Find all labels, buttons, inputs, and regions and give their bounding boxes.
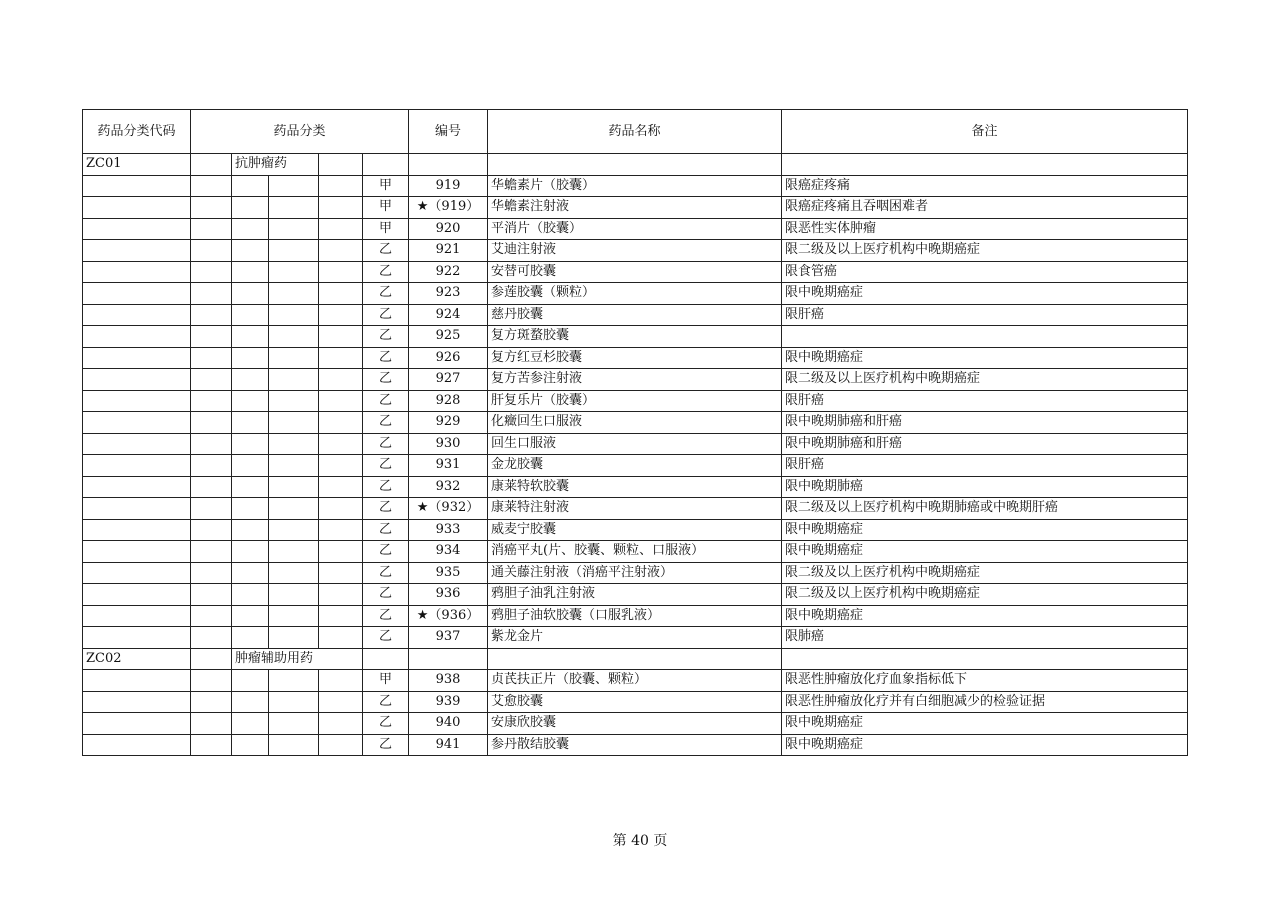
level-cell bbox=[269, 326, 319, 348]
grade-cell: 乙 bbox=[363, 541, 409, 563]
note-cell: 限二级及以上医疗机构中晚期癌症 bbox=[782, 240, 1188, 262]
drug-name-cell: 通关藤注射液（消癌平注射液） bbox=[488, 562, 782, 584]
category-row bbox=[83, 154, 1188, 176]
drug-name-cell: 复方苦参注射液 bbox=[488, 369, 782, 391]
note-cell: 限中晚期癌症 bbox=[782, 519, 1188, 541]
table-body bbox=[83, 154, 1188, 756]
drug-name-cell: 威麦宁胶囊 bbox=[488, 519, 782, 541]
number-cell: 941 bbox=[409, 734, 488, 756]
drug-name-cell: 康莱特注射液 bbox=[488, 498, 782, 520]
level-cell bbox=[269, 240, 319, 262]
level-cell bbox=[319, 713, 363, 735]
level-cell bbox=[232, 691, 269, 713]
note-cell: 限中晚期肺癌和肝癌 bbox=[782, 433, 1188, 455]
drug-name-cell: 艾迪注射液 bbox=[488, 240, 782, 262]
code-cell bbox=[83, 261, 191, 283]
level-cell bbox=[269, 455, 319, 477]
level-cell bbox=[232, 734, 269, 756]
grade-cell: 甲 bbox=[363, 197, 409, 219]
level-cell bbox=[232, 476, 269, 498]
drug-name-cell: 华蟾素注射液 bbox=[488, 197, 782, 219]
grade-cell: 乙 bbox=[363, 476, 409, 498]
drug-name-cell: 复方红豆杉胶囊 bbox=[488, 347, 782, 369]
grade-cell: 乙 bbox=[363, 691, 409, 713]
category-row bbox=[83, 648, 1188, 670]
note-cell: 限肝癌 bbox=[782, 304, 1188, 326]
table-row bbox=[83, 197, 1188, 219]
code-cell bbox=[83, 519, 191, 541]
category-label: 抗肿瘤药 bbox=[232, 154, 319, 176]
note-cell bbox=[782, 326, 1188, 348]
grade-cell: 甲 bbox=[363, 175, 409, 197]
table-row bbox=[83, 283, 1188, 305]
level-cell bbox=[269, 605, 319, 627]
table-row bbox=[83, 304, 1188, 326]
drug-name-cell: 平消片（胶囊） bbox=[488, 218, 782, 240]
level-cell bbox=[191, 605, 232, 627]
level-cell bbox=[191, 691, 232, 713]
note-cell: 限肺癌 bbox=[782, 627, 1188, 649]
level-cell bbox=[319, 670, 363, 692]
level-cell bbox=[191, 412, 232, 434]
level-cell bbox=[269, 691, 319, 713]
number-cell bbox=[409, 154, 488, 176]
grade-cell: 乙 bbox=[363, 412, 409, 434]
header-number: 编号 bbox=[409, 110, 488, 154]
level-cell bbox=[232, 433, 269, 455]
level-cell bbox=[319, 541, 363, 563]
table-row bbox=[83, 433, 1188, 455]
code-cell bbox=[83, 283, 191, 305]
code-cell bbox=[83, 691, 191, 713]
number-cell: 934 bbox=[409, 541, 488, 563]
note-cell: 限中晚期癌症 bbox=[782, 605, 1188, 627]
level-cell bbox=[232, 412, 269, 434]
level-cell bbox=[319, 562, 363, 584]
grade-cell: 乙 bbox=[363, 240, 409, 262]
code-cell bbox=[83, 562, 191, 584]
level-cell bbox=[191, 584, 232, 606]
number-cell: 921 bbox=[409, 240, 488, 262]
table-row bbox=[83, 562, 1188, 584]
table-row bbox=[83, 713, 1188, 735]
code-cell bbox=[83, 584, 191, 606]
note-cell bbox=[782, 648, 1188, 670]
grade-cell: 乙 bbox=[363, 326, 409, 348]
level-cell bbox=[191, 326, 232, 348]
level-cell bbox=[232, 519, 269, 541]
number-cell: 929 bbox=[409, 412, 488, 434]
category-spacer bbox=[319, 154, 363, 176]
drug-name-cell: 肝复乐片（胶囊） bbox=[488, 390, 782, 412]
code-cell bbox=[83, 455, 191, 477]
number-cell: 923 bbox=[409, 283, 488, 305]
table-row bbox=[83, 627, 1188, 649]
level-cell bbox=[232, 175, 269, 197]
table-row bbox=[83, 584, 1188, 606]
drug-name-cell: 鸦胆子油乳注射液 bbox=[488, 584, 782, 606]
number-cell: 920 bbox=[409, 218, 488, 240]
level-cell bbox=[232, 390, 269, 412]
category-code: ZC02 bbox=[83, 648, 191, 670]
page-number: 第 40 页 bbox=[612, 833, 668, 849]
table-row bbox=[83, 390, 1188, 412]
level-cell bbox=[232, 261, 269, 283]
header-name: 药品名称 bbox=[488, 110, 782, 154]
level-cell bbox=[232, 541, 269, 563]
code-cell bbox=[83, 304, 191, 326]
grade-cell: 乙 bbox=[363, 605, 409, 627]
level-cell bbox=[191, 390, 232, 412]
table-row bbox=[83, 605, 1188, 627]
drug-name-cell: 贞芪扶正片（胶囊、颗粒） bbox=[488, 670, 782, 692]
drug-name-cell: 康莱特软胶囊 bbox=[488, 476, 782, 498]
level-cell bbox=[232, 584, 269, 606]
code-cell bbox=[83, 175, 191, 197]
header-category: 药品分类 bbox=[191, 110, 409, 154]
note-cell: 限中晚期癌症 bbox=[782, 713, 1188, 735]
grade-cell: 乙 bbox=[363, 304, 409, 326]
code-cell bbox=[83, 433, 191, 455]
level-cell bbox=[319, 261, 363, 283]
note-cell: 限食管癌 bbox=[782, 261, 1188, 283]
level-cell bbox=[269, 197, 319, 219]
grade-cell: 乙 bbox=[363, 627, 409, 649]
code-cell bbox=[83, 369, 191, 391]
level-cell bbox=[191, 261, 232, 283]
table-row bbox=[83, 326, 1188, 348]
table-row bbox=[83, 498, 1188, 520]
number-cell: 940 bbox=[409, 713, 488, 735]
level-cell bbox=[319, 627, 363, 649]
table-row bbox=[83, 455, 1188, 477]
level-cell bbox=[232, 304, 269, 326]
level-cell bbox=[191, 369, 232, 391]
note-cell: 限中晚期癌症 bbox=[782, 734, 1188, 756]
number-cell: 924 bbox=[409, 304, 488, 326]
level-cell bbox=[269, 304, 319, 326]
level-cell bbox=[269, 670, 319, 692]
table-row bbox=[83, 691, 1188, 713]
number-cell: 939 bbox=[409, 691, 488, 713]
level-cell bbox=[191, 433, 232, 455]
level-cell bbox=[319, 369, 363, 391]
category-spacer bbox=[191, 648, 232, 670]
level-cell bbox=[191, 627, 232, 649]
number-cell: 925 bbox=[409, 326, 488, 348]
drug-name-cell: 金龙胶囊 bbox=[488, 455, 782, 477]
level-cell bbox=[269, 541, 319, 563]
drug-name-cell: 鸦胆子油软胶囊（口服乳液） bbox=[488, 605, 782, 627]
code-cell bbox=[83, 390, 191, 412]
note-cell: 限二级及以上医疗机构中晚期癌症 bbox=[782, 562, 1188, 584]
note-cell: 限中晚期癌症 bbox=[782, 347, 1188, 369]
note-cell: 限二级及以上医疗机构中晚期肺癌或中晚期肝癌 bbox=[782, 498, 1188, 520]
level-cell bbox=[191, 455, 232, 477]
table-header-row bbox=[83, 110, 1188, 154]
level-cell bbox=[191, 476, 232, 498]
level-cell bbox=[191, 304, 232, 326]
drug-name-cell: 消癌平丸(片、胶囊、颗粒、口服液） bbox=[488, 541, 782, 563]
header-code: 药品分类代码 bbox=[83, 110, 191, 154]
drug-name-cell: 慈丹胶囊 bbox=[488, 304, 782, 326]
category-spacer bbox=[363, 648, 409, 670]
grade-cell: 乙 bbox=[363, 369, 409, 391]
level-cell bbox=[319, 584, 363, 606]
level-cell bbox=[319, 175, 363, 197]
level-cell bbox=[269, 433, 319, 455]
level-cell bbox=[319, 691, 363, 713]
grade-cell: 甲 bbox=[363, 218, 409, 240]
drug-name-cell: 华蟾素片（胶囊） bbox=[488, 175, 782, 197]
level-cell bbox=[319, 519, 363, 541]
drug-name-cell: 艾愈胶囊 bbox=[488, 691, 782, 713]
drug-name-cell: 紫龙金片 bbox=[488, 627, 782, 649]
level-cell bbox=[269, 734, 319, 756]
table-row bbox=[83, 734, 1188, 756]
level-cell bbox=[269, 261, 319, 283]
level-cell bbox=[232, 627, 269, 649]
level-cell bbox=[319, 347, 363, 369]
number-cell: 933 bbox=[409, 519, 488, 541]
level-cell bbox=[319, 455, 363, 477]
level-cell bbox=[269, 218, 319, 240]
grade-cell: 乙 bbox=[363, 562, 409, 584]
level-cell bbox=[191, 670, 232, 692]
grade-cell: 乙 bbox=[363, 519, 409, 541]
note-cell: 限恶性肿瘤放化疗血象指标低下 bbox=[782, 670, 1188, 692]
table-row bbox=[83, 347, 1188, 369]
level-cell bbox=[319, 476, 363, 498]
note-cell: 限中晚期癌症 bbox=[782, 541, 1188, 563]
code-cell bbox=[83, 197, 191, 219]
level-cell bbox=[319, 326, 363, 348]
code-cell bbox=[83, 605, 191, 627]
code-cell bbox=[83, 734, 191, 756]
drug-name-cell: 参丹散结胶囊 bbox=[488, 734, 782, 756]
level-cell bbox=[319, 498, 363, 520]
level-cell bbox=[191, 197, 232, 219]
table-row bbox=[83, 519, 1188, 541]
table-row bbox=[83, 541, 1188, 563]
note-cell: 限二级及以上医疗机构中晚期癌症 bbox=[782, 584, 1188, 606]
level-cell bbox=[232, 605, 269, 627]
category-code: ZC01 bbox=[83, 154, 191, 176]
table-row bbox=[83, 175, 1188, 197]
code-cell bbox=[83, 476, 191, 498]
grade-cell: 乙 bbox=[363, 261, 409, 283]
code-cell bbox=[83, 670, 191, 692]
table-row bbox=[83, 412, 1188, 434]
table-row bbox=[83, 369, 1188, 391]
level-cell bbox=[319, 734, 363, 756]
code-cell bbox=[83, 541, 191, 563]
level-cell bbox=[269, 175, 319, 197]
code-cell bbox=[83, 498, 191, 520]
note-cell: 限恶性实体肿瘤 bbox=[782, 218, 1188, 240]
level-cell bbox=[191, 713, 232, 735]
level-cell bbox=[269, 390, 319, 412]
level-cell bbox=[269, 584, 319, 606]
drug-name-cell: 安替可胶囊 bbox=[488, 261, 782, 283]
level-cell bbox=[232, 670, 269, 692]
category-spacer bbox=[191, 154, 232, 176]
grade-cell: 乙 bbox=[363, 498, 409, 520]
level-cell bbox=[319, 197, 363, 219]
grade-cell: 乙 bbox=[363, 455, 409, 477]
grade-cell: 乙 bbox=[363, 390, 409, 412]
level-cell bbox=[232, 240, 269, 262]
level-cell bbox=[232, 283, 269, 305]
code-cell bbox=[83, 627, 191, 649]
number-cell: 927 bbox=[409, 369, 488, 391]
note-cell: 限癌症疼痛 bbox=[782, 175, 1188, 197]
code-cell bbox=[83, 218, 191, 240]
level-cell bbox=[269, 283, 319, 305]
table-row bbox=[83, 261, 1188, 283]
number-cell: 932 bbox=[409, 476, 488, 498]
code-cell bbox=[83, 347, 191, 369]
level-cell bbox=[191, 240, 232, 262]
number-cell: 931 bbox=[409, 455, 488, 477]
table-row bbox=[83, 670, 1188, 692]
level-cell bbox=[319, 390, 363, 412]
note-cell: 限恶性肿瘤放化疗并有白细胞减少的检验证据 bbox=[782, 691, 1188, 713]
level-cell bbox=[191, 734, 232, 756]
category-spacer bbox=[363, 154, 409, 176]
number-cell: 930 bbox=[409, 433, 488, 455]
number-cell: 919 bbox=[409, 175, 488, 197]
name-cell bbox=[488, 648, 782, 670]
level-cell bbox=[319, 433, 363, 455]
level-cell bbox=[232, 498, 269, 520]
grade-cell: 乙 bbox=[363, 713, 409, 735]
number-cell bbox=[409, 648, 488, 670]
note-cell bbox=[782, 154, 1188, 176]
note-cell: 限肝癌 bbox=[782, 390, 1188, 412]
level-cell bbox=[191, 347, 232, 369]
drug-name-cell: 参莲胶囊（颗粒） bbox=[488, 283, 782, 305]
level-cell bbox=[191, 541, 232, 563]
name-cell bbox=[488, 154, 782, 176]
level-cell bbox=[191, 283, 232, 305]
level-cell bbox=[232, 197, 269, 219]
level-cell bbox=[269, 713, 319, 735]
grade-cell: 乙 bbox=[363, 347, 409, 369]
number-cell: ★（932） bbox=[409, 498, 488, 520]
number-cell: 938 bbox=[409, 670, 488, 692]
number-cell: 928 bbox=[409, 390, 488, 412]
level-cell bbox=[269, 412, 319, 434]
grade-cell: 乙 bbox=[363, 283, 409, 305]
level-cell bbox=[191, 519, 232, 541]
level-cell bbox=[232, 218, 269, 240]
level-cell bbox=[269, 519, 319, 541]
level-cell bbox=[269, 562, 319, 584]
level-cell bbox=[191, 175, 232, 197]
drug-name-cell: 化癥回生口服液 bbox=[488, 412, 782, 434]
number-cell: ★（936） bbox=[409, 605, 488, 627]
level-cell bbox=[232, 326, 269, 348]
note-cell: 限中晚期肺癌 bbox=[782, 476, 1188, 498]
level-cell bbox=[232, 713, 269, 735]
code-cell bbox=[83, 240, 191, 262]
grade-cell: 甲 bbox=[363, 670, 409, 692]
note-cell: 限癌症疼痛且吞咽困难者 bbox=[782, 197, 1188, 219]
header-note: 备注 bbox=[782, 110, 1188, 154]
drug-catalog-table bbox=[82, 109, 1188, 756]
code-cell bbox=[83, 713, 191, 735]
level-cell bbox=[191, 562, 232, 584]
level-cell bbox=[269, 369, 319, 391]
level-cell bbox=[269, 627, 319, 649]
number-cell: 936 bbox=[409, 584, 488, 606]
level-cell bbox=[319, 605, 363, 627]
note-cell: 限中晚期癌症 bbox=[782, 283, 1188, 305]
category-label: 肿瘤辅助用药 bbox=[232, 648, 363, 670]
note-cell: 限中晚期肺癌和肝癌 bbox=[782, 412, 1188, 434]
level-cell bbox=[319, 240, 363, 262]
table-row bbox=[83, 240, 1188, 262]
level-cell bbox=[269, 498, 319, 520]
level-cell bbox=[191, 498, 232, 520]
table-row bbox=[83, 218, 1188, 240]
drug-name-cell: 安康欣胶囊 bbox=[488, 713, 782, 735]
drug-name-cell: 回生口服液 bbox=[488, 433, 782, 455]
drug-name-cell: 复方斑蝥胶囊 bbox=[488, 326, 782, 348]
number-cell: ★（919） bbox=[409, 197, 488, 219]
number-cell: 926 bbox=[409, 347, 488, 369]
number-cell: 922 bbox=[409, 261, 488, 283]
level-cell bbox=[191, 218, 232, 240]
number-cell: 935 bbox=[409, 562, 488, 584]
table-row bbox=[83, 476, 1188, 498]
code-cell bbox=[83, 326, 191, 348]
level-cell bbox=[319, 218, 363, 240]
level-cell bbox=[232, 455, 269, 477]
number-cell: 937 bbox=[409, 627, 488, 649]
level-cell bbox=[269, 347, 319, 369]
code-cell bbox=[83, 412, 191, 434]
level-cell bbox=[319, 304, 363, 326]
level-cell bbox=[232, 369, 269, 391]
level-cell bbox=[269, 476, 319, 498]
grade-cell: 乙 bbox=[363, 433, 409, 455]
grade-cell: 乙 bbox=[363, 584, 409, 606]
note-cell: 限二级及以上医疗机构中晚期癌症 bbox=[782, 369, 1188, 391]
level-cell bbox=[232, 562, 269, 584]
grade-cell: 乙 bbox=[363, 734, 409, 756]
note-cell: 限肝癌 bbox=[782, 455, 1188, 477]
level-cell bbox=[319, 412, 363, 434]
level-cell bbox=[232, 347, 269, 369]
level-cell bbox=[319, 283, 363, 305]
